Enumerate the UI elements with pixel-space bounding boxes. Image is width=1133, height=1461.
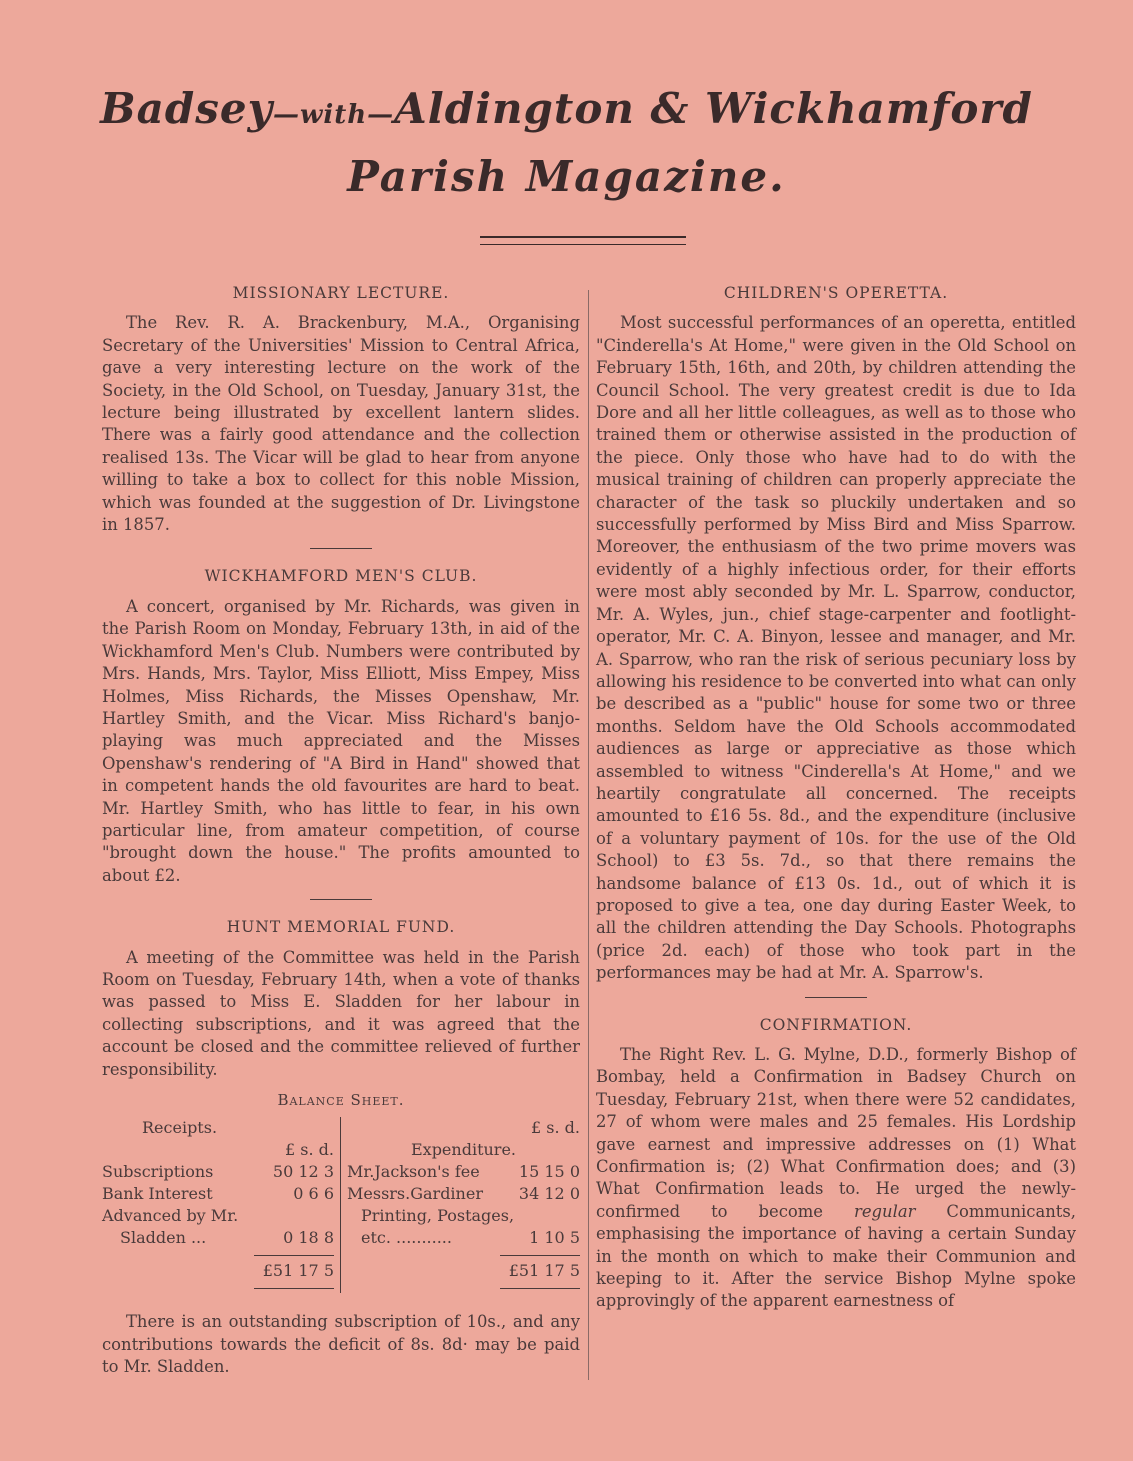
receipt-row: Subscriptions 50 12 3 xyxy=(102,1162,334,1182)
club-text: A concert, organised by Mr. Richards, was given in the Parish Room on Monday, February 13th, in aid of the Wickhamford Men's Club. Numbers were contributed by Mrs. Hands, Mrs. Taylor, Miss Elliott, Miss Empey, Miss Holmes, Miss Richards, the Misses Openshaw, Mr. Hartley Smith, and the Vicar. Miss Richard's banjo-playing was much appreciated and the Misses Openshaw's rendering of "A Bird in Hand" showed that in competent hands the old favourites are hard to beat. Mr. Hartley Smith, who has little to fear, in his own particular line, from amateur competition, of course "brought down the house." The profits amounted to about £2. xyxy=(102,596,580,885)
masthead-aldington-wickhamford: Aldington & Wickhamford xyxy=(394,84,1033,133)
receipts-total: £51 17 5 xyxy=(262,1261,334,1281)
total-rule xyxy=(500,1288,580,1289)
expenditure-lsd: £ s. d. xyxy=(531,1118,580,1138)
total-rule xyxy=(254,1255,334,1256)
receipts-label: Receipts. xyxy=(142,1118,218,1138)
masthead xyxy=(0,78,1133,208)
club-heading: WICKHAMFORD MEN'S CLUB. xyxy=(204,567,478,586)
hunt-after-text: There is an outstanding subscription of 10s., and any contributions towards the deficit of 8s. 8d· may be paid to Mr. Sladden. xyxy=(102,1312,580,1377)
receipt-row: Sladden ... 0 18 8 xyxy=(120,1228,334,1248)
section-separator xyxy=(310,899,372,900)
section-separator xyxy=(805,997,867,998)
masthead-badsey: Badsey xyxy=(100,84,273,133)
expenditure-row: Messrs.Gardiner 34 12 0 xyxy=(347,1184,580,1204)
title-double-rule xyxy=(480,236,686,245)
confirmation-heading: CONFIRMATION. xyxy=(759,1015,913,1034)
missionary-heading: MISSIONARY LECTURE. xyxy=(232,284,450,302)
expenditure-row: etc. ........... 1 10 5 xyxy=(361,1228,580,1248)
operetta-heading: CHILDREN'S OPERETTA. xyxy=(723,284,949,302)
masthead-line-1 xyxy=(0,78,1133,146)
receipts-lsd: £ s. d. xyxy=(285,1140,334,1160)
expenditure-column xyxy=(341,1117,580,1293)
total-rule xyxy=(500,1255,580,1256)
column-divider xyxy=(588,290,589,1380)
section-separator xyxy=(310,548,372,549)
expenditure-row: Mr.Jackson's fee 15 15 0 xyxy=(347,1162,580,1182)
receipt-row: Advanced by Mr. xyxy=(102,1206,239,1226)
expenditure-total-row xyxy=(347,1260,580,1282)
confirmation-text: The Right Rev. L. G. Mylne, D.D., formerly Bishop of Bombay, held a Confirmation in Badsey Church on Tuesday, February 21st, when there were 52 candidates, 27 of whom were males and 25 females. His Lordship gave earnest and impressive addresses on (1) What Confirmation is; (2) What Confirmation does; and (3) What Confirmation leads to. He urged the newly-confirmed to become regular Communicants, emphasising the importance of having a certain Sunday in the month on which to make their Communion and keeping to it. After the service Bishop Mylne spoke approvingly of the apparent earnestness of xyxy=(596,1045,1076,1311)
expenditure-total: £51 17 5 xyxy=(508,1261,580,1281)
expenditure-row: Printing, Postages, xyxy=(361,1206,515,1226)
total-rule xyxy=(254,1288,334,1289)
left-column xyxy=(102,282,580,1379)
regular-italic: regular xyxy=(854,1201,916,1221)
hunt-heading: HUNT MEMORIAL FUND. xyxy=(226,918,456,937)
balance-sheet xyxy=(102,1117,580,1293)
operetta-text: Most successful performances of an operetta, entitled "Cinderella's At Home," were given in the Old School on February 15th, 16th, and 20th, by children attending the Council School. The very greatest credit is due to Ida Dore and all her little colleagues, as well as to those who trained them or otherwise assisted in the production of the piece. Only those who have had to do with the musical training of children can properly appreciate the character of the task so pluckily undertaken and so successfully performed by Miss Bird and Miss Sparrow. Moreover, the enthusiasm of the two prime movers was evidently of a highly infectious order, for their efforts were most ably seconded by Mr. L. Sparrow, conductor, Mr. A. Wyles, jun., chief stage-carpenter and footlight-operator, Mr. C. A. Binyon, lessee and manager, and Mr. A. Sparrow, who ran the risk of serious pecuniary loss by allowing his residence to be converted into what can only be described as a "public" house for some two or three months. Seldom have the Old Schools accommodated audiences as large or appreciative as those which assembled to witness "Cinderella's At Home," and we heartily congratulate all concerned. The receipts amounted to £16 5s. 8d., and the expenditure (inclusive of a voluntary payment of 10s. for the use of the Old School) to £3 5s. 7d., so that there remains the handsome balance of £13 0s. 1d., out of which it is proposed to give a tea, one day during Easter Week, to all the children attending the Day Schools. Photographs (price 2d. each) of those who took part in the performances may be had at Mr. A. Sparrow's. xyxy=(596,313,1076,983)
masthead-with: —with— xyxy=(272,100,395,130)
right-column xyxy=(596,282,1076,1313)
receipt-row: Bank Interest 0 6 6 xyxy=(102,1184,334,1204)
receipts-column xyxy=(102,1117,341,1293)
hunt-text: A meeting of the Committee was held in the Parish Room on Tuesday, February 14th, when a vote of thanks was passed to Miss E. Sladden for her labour in collecting subscriptions, and it was agreed that the account be closed and the committee relieved of further responsibility. xyxy=(102,947,580,1079)
expenditure-label: Expenditure. xyxy=(410,1140,516,1160)
receipts-total-row xyxy=(102,1260,334,1282)
masthead-line-2: Parish Magazine. xyxy=(347,152,786,201)
balance-sheet-title: Balance Sheet. xyxy=(277,1091,405,1109)
missionary-text: The Rev. R. A. Brackenbury, M.A., Organising Secretary of the Universities' Mission to Central Africa, gave a very interesting lecture on the work of the Society, in the Old School, on Tuesday, January 31st, the lecture being illustrated by excellent lantern slides. There was a fairly good attendance and the collection realised 13s. The Vicar will be glad to hear from anyone willing to take a box to collect for this noble Mission, which was founded at the suggestion of Dr. Livingstone in 1857. xyxy=(102,313,580,535)
